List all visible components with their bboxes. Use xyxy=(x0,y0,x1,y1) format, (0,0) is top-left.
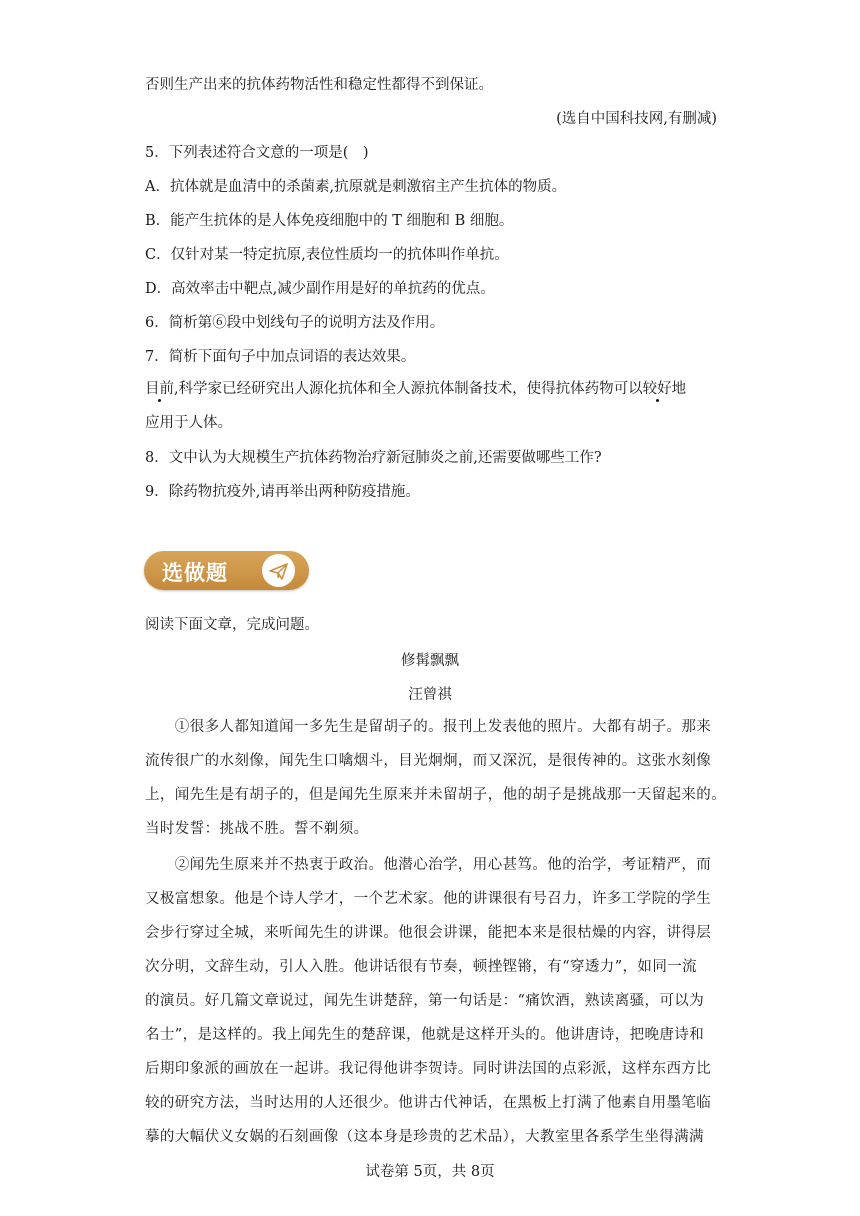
option-a: A．抗体就是血清中的杀菌素,抗原就是刺激宿主产生抗体的物质。 xyxy=(145,179,567,195)
question-7: 7．简析下面句子中加点词语的表达效果。 xyxy=(145,349,416,365)
question-7-sentence-line2: 应用于人体。 xyxy=(145,415,232,431)
article-line: 会步行穿过全城，来听闻先生的讲课。他很会讲课，能把本来是很枯燥的内容，讲得层 xyxy=(145,925,712,941)
dotted-word-jiaohao: 较好 xyxy=(642,381,672,397)
question-7-sentence xyxy=(145,377,686,398)
article-line: 又极富想象。他是个诗人学才，一个艺术家。他的讲课很有号召力，许多工学院的学生 xyxy=(145,891,712,907)
article-line: 次分明，文辞生动，引人入胜。他讲话很有节奏，顿挫铿锵，有“穿透力”，如同一流 xyxy=(145,959,698,975)
article-title: 修髯飘飘 xyxy=(401,653,459,669)
question-5: 5．下列表述符合文意的一项是( ) xyxy=(145,145,369,161)
optional-section-banner xyxy=(144,551,309,590)
option-d: D．高效率击中靶点,减少副作用是好的单抗药的优点。 xyxy=(145,281,495,297)
page-footer: 试卷第 5页，共 8页 xyxy=(365,1164,495,1180)
article-line: 的演员。好几篇文章说过，闻先生讲楚辞，第一句话是：“痛饮酒，熟读离骚，可以为 xyxy=(145,993,705,1009)
question-6: 6．简析第⑥段中划线句子的说明方法及作用。 xyxy=(145,315,445,331)
question-8: 8．文中认为大规模生产抗体药物治疗新冠肺炎之前,还需要做哪些工作? xyxy=(145,450,602,466)
option-b: B．能产生抗体的是人体免疫细胞中的 T 细胞和 B 细胞。 xyxy=(145,213,514,229)
article-line: ①很多人都知道闻一多先生是留胡子的。报刊上发表他的照片。大都有胡子。那来 xyxy=(145,719,712,735)
article-line: 较的研究方法，当时达用的人还很少。他讲古代神话，在黑板上打满了他素自用墨笔临 xyxy=(145,1095,712,1111)
banner-label: 选做题 xyxy=(162,561,228,585)
article-line: 流传很广的水刻像，闻先生口噙烟斗，目光炯炯，而又深沉，是很传神的。这张水刻像 xyxy=(145,753,712,769)
dotted-word-muqian: 目前 xyxy=(145,381,174,397)
article-line: 摹的大幅伏义女娲的石刻画像（这本身是珍贵的艺术品），大教室里各系学生坐得满满 xyxy=(145,1129,704,1145)
article-line: ②闻先生原来并不热衷于政治。他潜心治学，用心甚笃。他的治学，考证精严，而 xyxy=(145,857,712,873)
article-author: 汪曾祺 xyxy=(408,687,452,703)
source-note: (选自中国科技网,有删减) xyxy=(556,111,717,127)
article-line: 后期印象派的画放在一起讲。我记得他讲李贺诗。同时讲法国的点彩派，这样东西方比 xyxy=(145,1061,712,1077)
reading-instruction: 阅读下面文章，完成问题。 xyxy=(145,617,319,633)
sentence-end: 地 xyxy=(671,381,687,397)
article-line: 名士”，是这样的。我上闻先生的楚辞课，他就是这样开头的。他讲唐诗，把晚唐诗和 xyxy=(145,1027,705,1043)
paper-plane-icon xyxy=(262,554,295,587)
article-line: 上，闻先生是有胡子的，但是闻先生原来并未留胡子，他的胡子是挑战那一天留起来的。 xyxy=(145,787,727,803)
sentence-middle: ,科学家已经研究出人源化抗体和全人源抗体制备技术，使得抗体药物可以 xyxy=(174,381,643,397)
intro-line: 否则生产出来的抗体药物活性和稳定性都得不到保证。 xyxy=(145,77,493,93)
question-9: 9．除药物抗疫外,请再举出两种防疫措施。 xyxy=(145,484,420,500)
article-line: 当时发誓：挑战不胜。誓不剃须。 xyxy=(145,821,369,837)
option-c: C．仅针对某一特定抗原,表位性质均一的抗体叫作单抗。 xyxy=(145,247,509,263)
